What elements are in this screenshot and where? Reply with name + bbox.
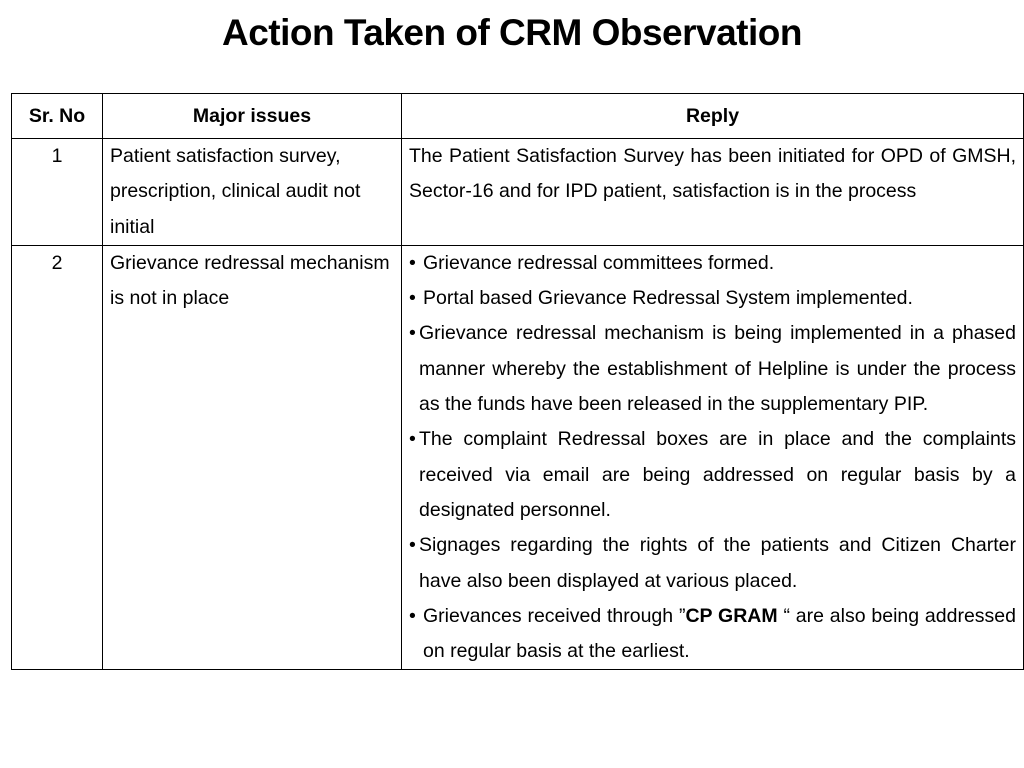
bullet-icon: • xyxy=(409,428,416,451)
list-item xyxy=(409,528,1016,599)
crm-action-table xyxy=(11,93,1024,670)
list-item xyxy=(409,246,1016,281)
page-title: Action Taken of CRM Observation xyxy=(222,12,802,53)
list-item xyxy=(409,599,1016,670)
list-item xyxy=(409,422,1016,528)
bullet-text: Portal based Grievance Redressal System implemented. xyxy=(423,287,913,310)
bullet-text: Grievance redressal mechanism is being implemented in a phased manner whereby the establishment of Helpline is under the process as the funds have been released in the supplementary PIP. xyxy=(419,322,1016,416)
row-2-reply xyxy=(402,245,1024,670)
list-item xyxy=(409,281,1016,316)
bullet-text: The complaint Redressal boxes are in place and the complaints received via email are being addressed on regular basis by a designated personnel. xyxy=(419,428,1016,521)
bullet-text-after: “ are also being addressed on regular basis at the earliest. xyxy=(423,604,1016,663)
row-2-issue: Grievance redressal mechanism is not in place xyxy=(103,245,402,670)
table-row xyxy=(12,139,1024,246)
bullet-icon: • xyxy=(409,251,416,274)
table-header-row xyxy=(12,94,1024,139)
header-major-issues: Major issues xyxy=(103,94,402,139)
table-row xyxy=(12,245,1024,670)
list-item xyxy=(409,316,1016,422)
header-sr-no: Sr. No xyxy=(12,94,103,139)
bullet-text: Signages regarding the rights of the patients and Citizen Charter have also been displayed at various placed. xyxy=(419,534,1016,592)
row-1-sr-no: 1 xyxy=(12,139,103,246)
header-reply: Reply xyxy=(402,94,1024,139)
bullet-icon: • xyxy=(409,604,416,627)
cp-gram-emphasis: CP GRAM xyxy=(685,604,778,627)
bullet-text: Grievance redressal committees formed. xyxy=(423,251,775,274)
bullet-text-before: Grievances received through ” xyxy=(423,604,686,627)
bullet-icon: • xyxy=(409,287,416,310)
row-2-sr-no: 2 xyxy=(12,245,103,670)
reply-bullet-list xyxy=(409,246,1016,670)
row-1-issue: Patient satisfaction survey, prescription, clinical audit not initial xyxy=(103,139,402,246)
row-1-reply: The Patient Satisfaction Survey has been initiated for OPD of GMSH, Sector-16 and for IPD patient, satisfaction is in the process xyxy=(402,139,1024,246)
bullet-icon: • xyxy=(409,534,416,557)
bullet-icon: • xyxy=(409,322,416,345)
